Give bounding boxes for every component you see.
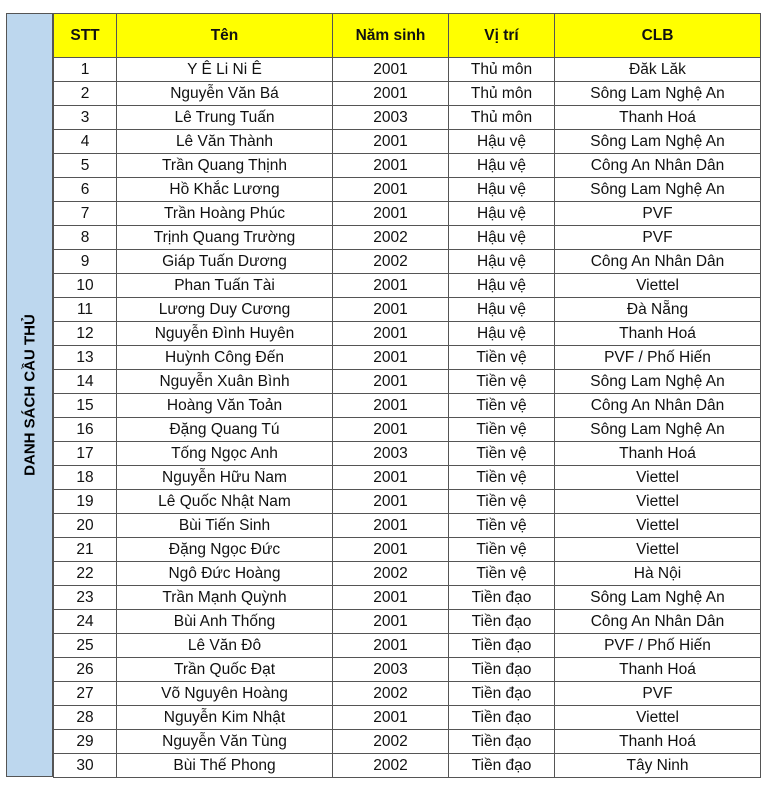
cell-name: Võ Nguyên Hoàng — [117, 682, 333, 706]
cell-birth-year: 2001 — [333, 394, 449, 418]
cell-name: Lương Duy Cương — [117, 298, 333, 322]
header-stt: STT — [54, 14, 117, 58]
cell-stt: 9 — [54, 250, 117, 274]
cell-position: Tiền đạo — [449, 586, 555, 610]
cell-stt: 29 — [54, 730, 117, 754]
cell-club: PVF — [555, 682, 761, 706]
cell-name: Bùi Thế Phong — [117, 754, 333, 778]
header-row — [54, 14, 761, 58]
cell-birth-year: 2003 — [333, 442, 449, 466]
cell-club: Hà Nội — [555, 562, 761, 586]
cell-name: Trần Quang Thịnh — [117, 154, 333, 178]
cell-birth-year: 2002 — [333, 562, 449, 586]
cell-birth-year: 2001 — [333, 586, 449, 610]
cell-stt: 25 — [54, 634, 117, 658]
table-row — [54, 442, 761, 466]
cell-birth-year: 2003 — [333, 106, 449, 130]
cell-position: Hậu vệ — [449, 322, 555, 346]
cell-position: Tiền vệ — [449, 346, 555, 370]
table-row — [54, 490, 761, 514]
cell-position: Tiền vệ — [449, 370, 555, 394]
cell-club: Sông Lam Nghệ An — [555, 586, 761, 610]
table-row — [54, 178, 761, 202]
table-row — [54, 730, 761, 754]
cell-name: Nguyễn Đình Huyên — [117, 322, 333, 346]
cell-club: Sông Lam Nghệ An — [555, 178, 761, 202]
cell-birth-year: 2001 — [333, 322, 449, 346]
cell-stt: 17 — [54, 442, 117, 466]
cell-position: Tiền đạo — [449, 634, 555, 658]
cell-club: Công An Nhân Dân — [555, 250, 761, 274]
cell-name: Lê Văn Đô — [117, 634, 333, 658]
cell-stt: 20 — [54, 514, 117, 538]
cell-name: Giáp Tuấn Dương — [117, 250, 333, 274]
cell-name: Đặng Ngọc Đức — [117, 538, 333, 562]
table-row — [54, 514, 761, 538]
cell-name: Bùi Anh Thống — [117, 610, 333, 634]
cell-club: PVF / Phố Hiến — [555, 346, 761, 370]
cell-position: Hậu vệ — [449, 178, 555, 202]
cell-name: Trần Mạnh Quỳnh — [117, 586, 333, 610]
table-row — [54, 130, 761, 154]
cell-stt: 13 — [54, 346, 117, 370]
cell-stt: 8 — [54, 226, 117, 250]
side-label: DANH SÁCH CẦU THỦ — [21, 314, 38, 476]
cell-club: Viettel — [555, 490, 761, 514]
cell-name: Nguyễn Văn Tùng — [117, 730, 333, 754]
cell-name: Nguyễn Kim Nhật — [117, 706, 333, 730]
cell-stt: 21 — [54, 538, 117, 562]
cell-club: Thanh Hoá — [555, 322, 761, 346]
cell-club: Viettel — [555, 706, 761, 730]
cell-club: Tây Ninh — [555, 754, 761, 778]
cell-club: Sông Lam Nghệ An — [555, 130, 761, 154]
cell-stt: 2 — [54, 82, 117, 106]
table-row — [54, 106, 761, 130]
cell-stt: 26 — [54, 658, 117, 682]
cell-birth-year: 2001 — [333, 610, 449, 634]
cell-position: Thủ môn — [449, 58, 555, 82]
cell-name: Hồ Khắc Lương — [117, 178, 333, 202]
cell-position: Tiền vệ — [449, 466, 555, 490]
cell-position: Hậu vệ — [449, 250, 555, 274]
cell-club: Công An Nhân Dân — [555, 154, 761, 178]
cell-club: Sông Lam Nghệ An — [555, 82, 761, 106]
cell-name: Ngô Đức Hoàng — [117, 562, 333, 586]
cell-birth-year: 2001 — [333, 130, 449, 154]
cell-position: Hậu vệ — [449, 154, 555, 178]
cell-name: Huỳnh Công Đến — [117, 346, 333, 370]
cell-stt: 12 — [54, 322, 117, 346]
cell-position: Tiền đạo — [449, 730, 555, 754]
table-row — [54, 466, 761, 490]
cell-birth-year: 2001 — [333, 178, 449, 202]
cell-name: Phan Tuấn Tài — [117, 274, 333, 298]
cell-position: Tiền vệ — [449, 538, 555, 562]
cell-position: Tiền vệ — [449, 418, 555, 442]
side-label-cell — [6, 13, 53, 777]
cell-position: Tiền vệ — [449, 514, 555, 538]
cell-birth-year: 2001 — [333, 298, 449, 322]
cell-position: Tiền đạo — [449, 610, 555, 634]
table-row — [54, 610, 761, 634]
table-row — [54, 346, 761, 370]
table-row — [54, 538, 761, 562]
cell-stt: 16 — [54, 418, 117, 442]
cell-position: Hậu vệ — [449, 274, 555, 298]
cell-birth-year: 2001 — [333, 706, 449, 730]
cell-name: Nguyễn Hữu Nam — [117, 466, 333, 490]
cell-name: Y Ê Li Ni Ê — [117, 58, 333, 82]
cell-club: Đăk Lăk — [555, 58, 761, 82]
table-row — [54, 706, 761, 730]
cell-birth-year: 2001 — [333, 58, 449, 82]
cell-club: PVF — [555, 226, 761, 250]
table-row — [54, 82, 761, 106]
cell-position: Tiền đạo — [449, 706, 555, 730]
cell-position: Thủ môn — [449, 82, 555, 106]
cell-club: PVF — [555, 202, 761, 226]
cell-birth-year: 2001 — [333, 346, 449, 370]
cell-position: Tiền vệ — [449, 490, 555, 514]
cell-birth-year: 2001 — [333, 634, 449, 658]
cell-position: Tiền đạo — [449, 682, 555, 706]
header-birth-year: Năm sinh — [333, 14, 449, 58]
cell-position: Tiền vệ — [449, 394, 555, 418]
table-row — [54, 634, 761, 658]
cell-club: Thanh Hoá — [555, 442, 761, 466]
cell-birth-year: 2001 — [333, 490, 449, 514]
cell-stt: 22 — [54, 562, 117, 586]
cell-position: Hậu vệ — [449, 202, 555, 226]
cell-birth-year: 2002 — [333, 754, 449, 778]
cell-club: Công An Nhân Dân — [555, 610, 761, 634]
cell-name: Trịnh Quang Trường — [117, 226, 333, 250]
table-row — [54, 202, 761, 226]
cell-birth-year: 2001 — [333, 82, 449, 106]
cell-position: Tiền vệ — [449, 442, 555, 466]
table-row — [54, 418, 761, 442]
table-row — [54, 298, 761, 322]
cell-stt: 18 — [54, 466, 117, 490]
cell-club: Thanh Hoá — [555, 658, 761, 682]
cell-position: Hậu vệ — [449, 298, 555, 322]
cell-name: Hoàng Văn Toản — [117, 394, 333, 418]
cell-stt: 10 — [54, 274, 117, 298]
cell-name: Đặng Quang Tú — [117, 418, 333, 442]
cell-birth-year: 2001 — [333, 154, 449, 178]
cell-name: Bùi Tiến Sinh — [117, 514, 333, 538]
table-row — [54, 250, 761, 274]
cell-stt: 28 — [54, 706, 117, 730]
table-row — [54, 754, 761, 778]
header-name: Tên — [117, 14, 333, 58]
cell-stt: 19 — [54, 490, 117, 514]
cell-birth-year: 2001 — [333, 202, 449, 226]
cell-name: Nguyễn Xuân Bình — [117, 370, 333, 394]
cell-position: Tiền đạo — [449, 658, 555, 682]
table-row — [54, 274, 761, 298]
cell-stt: 11 — [54, 298, 117, 322]
cell-stt: 5 — [54, 154, 117, 178]
cell-name: Lê Văn Thành — [117, 130, 333, 154]
cell-stt: 23 — [54, 586, 117, 610]
cell-stt: 24 — [54, 610, 117, 634]
cell-club: Viettel — [555, 466, 761, 490]
cell-name: Nguyễn Văn Bá — [117, 82, 333, 106]
cell-position: Hậu vệ — [449, 130, 555, 154]
table-row — [54, 226, 761, 250]
cell-club: Viettel — [555, 538, 761, 562]
cell-club: PVF / Phố Hiến — [555, 634, 761, 658]
cell-club: Thanh Hoá — [555, 106, 761, 130]
cell-name: Lê Trung Tuấn — [117, 106, 333, 130]
cell-name: Lê Quốc Nhật Nam — [117, 490, 333, 514]
cell-club: Viettel — [555, 274, 761, 298]
cell-position: Tiền vệ — [449, 562, 555, 586]
cell-stt: 15 — [54, 394, 117, 418]
cell-name: Trần Hoàng Phúc — [117, 202, 333, 226]
cell-stt: 7 — [54, 202, 117, 226]
cell-birth-year: 2001 — [333, 370, 449, 394]
cell-stt: 1 — [54, 58, 117, 82]
cell-club: Sông Lam Nghệ An — [555, 370, 761, 394]
cell-birth-year: 2001 — [333, 418, 449, 442]
header-position: Vị trí — [449, 14, 555, 58]
cell-birth-year: 2001 — [333, 466, 449, 490]
table-row — [54, 154, 761, 178]
cell-position: Tiền đạo — [449, 754, 555, 778]
cell-position: Thủ môn — [449, 106, 555, 130]
player-table — [53, 13, 761, 778]
cell-birth-year: 2001 — [333, 274, 449, 298]
table-row — [54, 322, 761, 346]
cell-stt: 6 — [54, 178, 117, 202]
cell-stt: 3 — [54, 106, 117, 130]
cell-birth-year: 2003 — [333, 658, 449, 682]
table-row — [54, 586, 761, 610]
table-row — [54, 682, 761, 706]
table-row — [54, 394, 761, 418]
header-club: CLB — [555, 14, 761, 58]
cell-birth-year: 2001 — [333, 538, 449, 562]
table-row — [54, 370, 761, 394]
cell-club: Công An Nhân Dân — [555, 394, 761, 418]
table-row — [54, 562, 761, 586]
table-row — [54, 58, 761, 82]
cell-club: Thanh Hoá — [555, 730, 761, 754]
cell-stt: 27 — [54, 682, 117, 706]
cell-name: Trần Quốc Đạt — [117, 658, 333, 682]
cell-stt: 30 — [54, 754, 117, 778]
cell-stt: 14 — [54, 370, 117, 394]
cell-birth-year: 2002 — [333, 682, 449, 706]
cell-birth-year: 2002 — [333, 226, 449, 250]
cell-club: Viettel — [555, 514, 761, 538]
cell-birth-year: 2002 — [333, 250, 449, 274]
cell-club: Sông Lam Nghệ An — [555, 418, 761, 442]
table-row — [54, 658, 761, 682]
cell-name: Tống Ngọc Anh — [117, 442, 333, 466]
cell-stt: 4 — [54, 130, 117, 154]
cell-birth-year: 2001 — [333, 514, 449, 538]
cell-position: Hậu vệ — [449, 226, 555, 250]
cell-club: Đà Nẵng — [555, 298, 761, 322]
cell-birth-year: 2002 — [333, 730, 449, 754]
